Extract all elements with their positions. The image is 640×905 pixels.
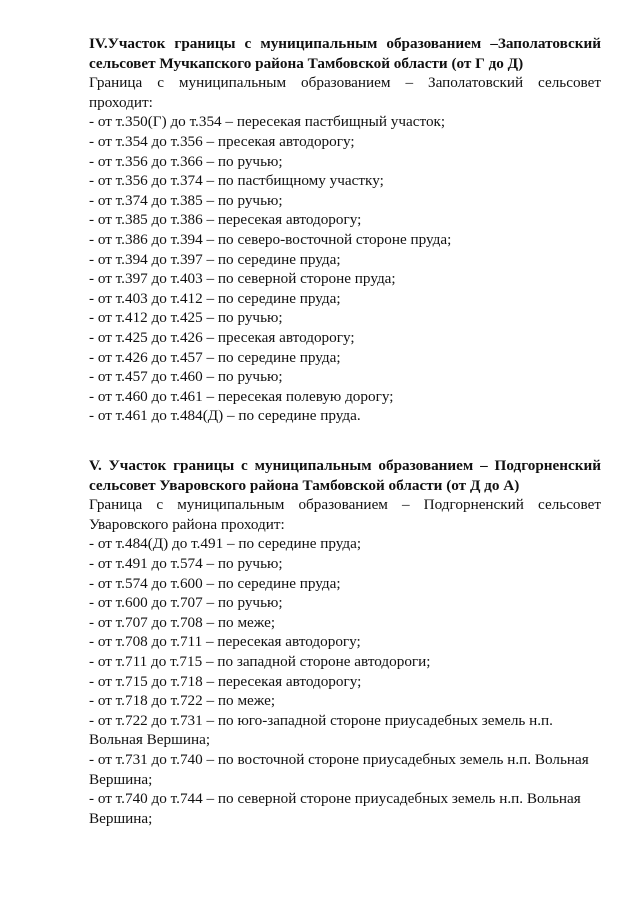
section-iv-item: - от т.356 до т.374 – по пастбищному участку; [89,172,384,190]
section-iv-item: - от т.460 до т.461 – пересекая полевую дорогу; [89,387,394,405]
section-v-item: - от т.600 до т.707 – по ручью; [89,594,283,612]
section-iv-item: - от т.386 до т.394 – по северо-восточной стороне пруда; [89,230,452,248]
section-iv-item: - от т.461 до т.484(Д) – по середине пруда. [89,407,361,425]
section-iv-item: - от т.412 до т.425 – по ручью; [89,309,283,327]
section-v-intro-line-2: Уваровского района проходит: [89,515,285,533]
section-iv-intro-line-2: проходит: [89,93,153,111]
section-iv-item: - от т.356 до т.366 – по ручью; [89,152,283,170]
section-iv-item: - от т.426 до т.457 – по середине пруда; [89,348,341,366]
section-v-item: - от т.707 до т.708 – по меже; [89,613,276,631]
section-v-item: - от т.718 до т.722 – по меже; [89,692,276,710]
section-v-item-continuation: Вершина; [89,770,153,788]
section-v-item: - от т.491 до т.574 – по ручью; [89,554,283,572]
section-iv-item: - от т.374 до т.385 – по ручью; [89,191,283,209]
section-iv-heading-line-2: сельсовет Мучкапского района Тамбовской области (от Г до Д) [89,54,524,72]
section-v-item: - от т.574 до т.600 – по середине пруда; [89,574,341,592]
section-v-item: - от т.731 до т.740 – по восточной стороне приусадебных земель н.п. Вольная [89,750,589,768]
section-v-item-continuation: Вершина; [89,809,153,827]
section-iv-item: - от т.403 до т.412 – по середине пруда; [89,289,341,307]
section-v-item: - от т.722 до т.731 – по юго-западной стороне приусадебных земель н.п. [89,711,553,729]
section-v-heading-line-2: сельсовет Уваровского района Тамбовской области (от Д до А) [89,476,520,494]
section-v-item: - от т.740 до т.744 – по северной стороне приусадебных земель н.п. Вольная [89,790,581,808]
section-iv-item: - от т.425 до т.426 – пресекая автодорогу; [89,328,355,346]
section-v-heading-line-1: V. Участок границы с муниципальным образованием – Подгорненский [89,457,601,474]
section-v-item: - от т.708 до т.711 – пересекая автодорогу; [89,633,361,651]
section-iv-item: - от т.350(Г) до т.354 – пересекая пастбищный участок; [89,113,446,131]
section-iv [89,34,601,426]
section-v-item: - от т.484(Д) до т.491 – по середине пруда; [89,535,362,553]
section-v-item-continuation: Вольная Вершина; [89,731,211,749]
section-iv-item: - от т.394 до т.397 – по середине пруда; [89,250,341,268]
section-iv-item: - от т.354 до т.356 – пресекая автодорогу; [89,132,355,150]
section-iv-item: - от т.457 до т.460 – по ручью; [89,368,283,386]
section-iv-item: - от т.397 до т.403 – по северной стороне пруда; [89,270,396,288]
section-v-item: - от т.715 до т.718 – пересекая автодорогу; [89,672,362,690]
section-iv-item: - от т.385 до т.386 – пересекая автодорогу; [89,211,362,229]
section-iv-heading-line-1: IV.Участок границы с муниципальным образованием –Заполатовский [89,35,601,52]
section-iv-intro-line-1: Граница с муниципальным образованием – Заполатовский сельсовет [89,74,601,92]
section-v [89,456,601,828]
section-v-item: - от т.711 до т.715 – по западной стороне автодороги; [89,652,431,670]
section-v-intro-line-1: Граница с муниципальным образованием – Подгорненский сельсовет [89,496,601,514]
